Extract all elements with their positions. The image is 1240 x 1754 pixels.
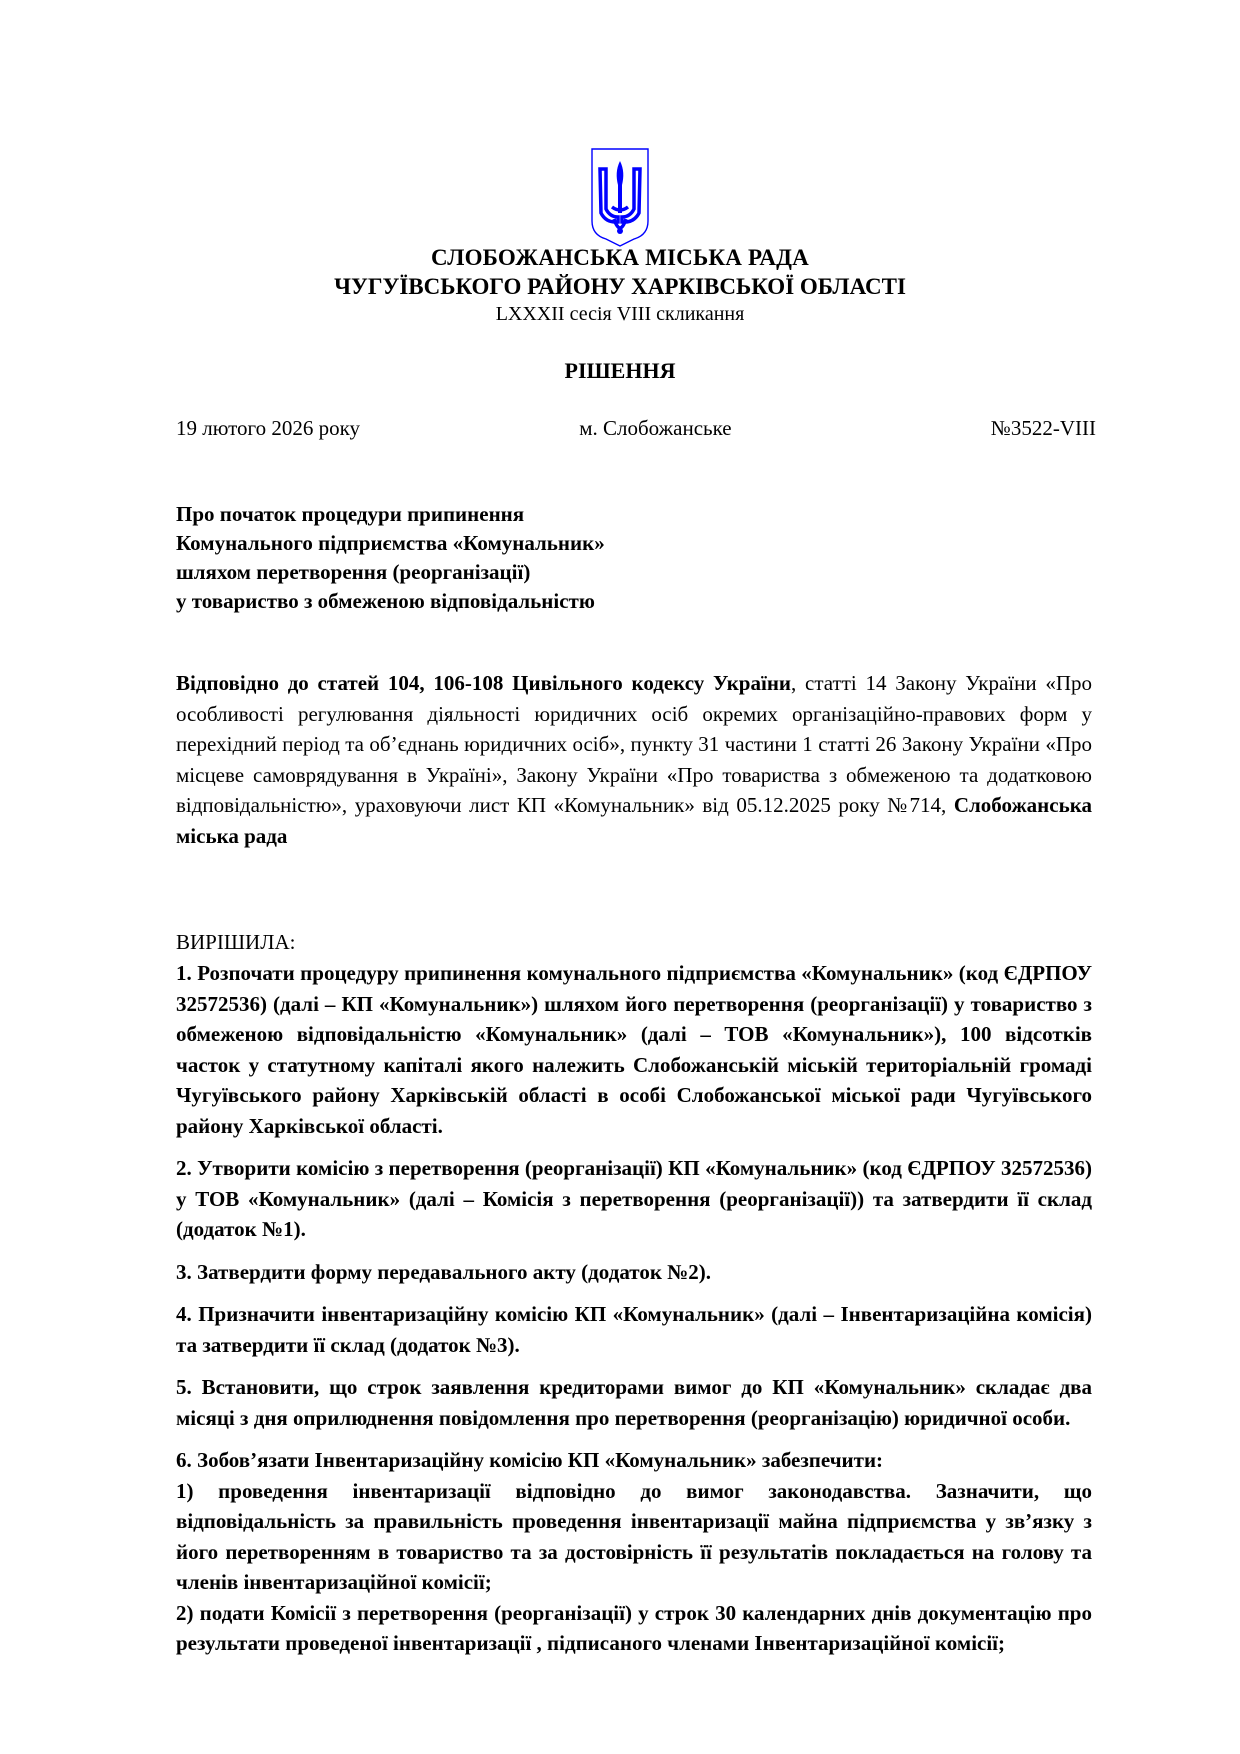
- decision-item: 5. Встановити, що строк заявлення кредиторами вимог до КП «Комунальник» складає два місяці з дня оприлюднення повідомлення про перетворення (реорганізацію) юридичної особи.: [176, 1375, 1092, 1430]
- district-region: ЧУГУЇВСЬКОГО РАЙОНУ ХАРКІВСЬКОЇ ОБЛАСТІ: [334, 274, 906, 299]
- decision-title: [176, 500, 876, 616]
- preamble: [176, 668, 1092, 851]
- title-line: у товариство з обмеженою відповідальністю: [176, 589, 595, 613]
- decision-item: 6. Зобов’язати Інвентаризаційну комісію КП «Комунальник» забезпечити:: [176, 1448, 884, 1472]
- decision-item: 4. Призначити інвентаризаційну комісію КП «Комунальник» (далі – Інвентаризаційна комісія) та затвердити її склад (додаток №3).: [176, 1302, 1092, 1357]
- dateline: [176, 416, 1096, 441]
- title-line: шляхом перетворення (реорганізації): [176, 560, 531, 584]
- title-line: Комунального підприємства «Комунальник»: [176, 531, 605, 555]
- decision-items: [176, 958, 1092, 1659]
- decision-item: 3. Затвердити форму передавального акту (додаток №2).: [176, 1259, 712, 1284]
- decision-item: 1. Розпочати процедуру припинення комунального підприємства «Комунальник» (код ЄДРПОУ 32572536) (далі – КП «Комунальник») шляхом його перетворення (реорганізації) у товариство з обмеженою відповідальністю «Комунальник» (далі – ТОВ «Комунальник»), 100 відсотків часток у статутному капіталі якого належить Слобожанській міській територіальній громаді Чугуївського району Харківській області в особі Слобожанської міської ради Чугуївського району Харківської області.: [176, 961, 1092, 1138]
- council-name: СЛОБОЖАНСЬКА МІСЬКА РАДА: [431, 245, 809, 270]
- preamble-legal-basis: Відповідно до статей 104, 106-108 Цивільного кодексу України: [176, 671, 792, 695]
- decision-date: 19 лютого 2026 року: [176, 416, 361, 440]
- doc-type-heading: РІШЕННЯ: [564, 358, 676, 383]
- decision-place: м. Слобожанське: [579, 416, 732, 440]
- decided-label: ВИРІШИЛА:: [176, 930, 296, 954]
- coat-of-arms-icon: [588, 147, 652, 247]
- preamble-text: , статті 14 Закону України «Про особливості регулювання діяльності юридичних осіб окремих організаційно-правових форм у перехідний період та об’єднань юридичних осіб», пункту 31 частини 1 статті 26 Закону України «Про місцеве самоврядування в Україні», Закону України «Про товариства з обмеженою та додатковою відповідальністю», ураховуючи лист КП «Комунальник» від 05.12.2025 року №714,: [176, 671, 1092, 817]
- preamble-council: Слобожанська міська рада: [176, 793, 1092, 848]
- title-line: Про початок процедури припинення: [176, 502, 525, 526]
- session-label: LXXXII сесія VIII скликання: [495, 303, 745, 325]
- decision-subitem: 2) подати Комісії з перетворення (реорганізації) у строк 30 календарних днів документацію про результати проведеної інвентаризації , підписаного членами Інвентаризаційної комісії;: [176, 1600, 1092, 1655]
- decision-number: №3522-VIII: [990, 416, 1096, 440]
- decision-subitem: 1) проведення інвентаризації відповідно до вимог законодавства. Зазначити, що відповідальність за правильність проведення інвентаризації майна підприємства у зв’язку з його перетворенням в товариство та за достовірність її результатів покладається на голову та членів інвентаризаційної комісії;: [176, 1478, 1092, 1594]
- decision-item: 2. Утворити комісію з перетворення (реорганізації) КП «Комунальник» (код ЄДРПОУ 32572536) у ТОВ «Комунальник» (далі – Комісія з перетворення (реорганізації)) та затвердити її склад (додаток №1).: [176, 1156, 1092, 1241]
